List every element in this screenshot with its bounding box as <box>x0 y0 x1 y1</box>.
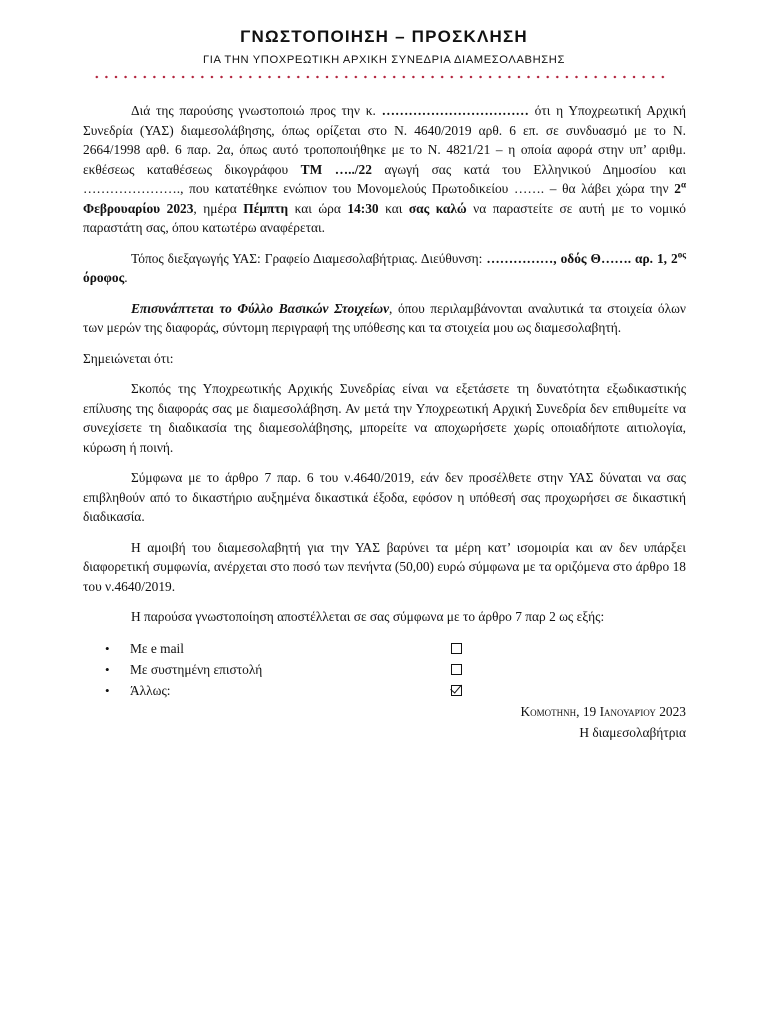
bullet-icon: • <box>105 640 110 656</box>
signatory-role: Η διαμεσολαβήτρια <box>579 724 686 740</box>
case-reference: ΤΜ …../22 <box>300 161 372 177</box>
paragraph-purpose: Σκοπός της Υποχρεωτικής Αρχικής Συνεδρίας είναι να εξετάσετε τη δυνατότητα εξωδικαστικής επίλυσης της διαφοράς σας με διαμεσολάβηση. Αν μετά την Υποχρεωτική Αρχική Συνεδρία δεν επιθυμείτε να συνεχίσετε τη διαδικασία της διαμεσολάβησης, μπορείτε να αποχωρήσετε χωρίς οποιαδήποτε αιτιολογία, κύρωση ή ποινή. <box>83 381 686 455</box>
delivery-method-list <box>83 638 686 701</box>
checkbox-email[interactable] <box>451 643 462 654</box>
bullet-icon: • <box>105 661 110 677</box>
checkbox-other[interactable] <box>451 685 462 696</box>
list-item <box>83 638 686 659</box>
list-item <box>83 680 686 701</box>
delivery-method-label: Με e mail <box>130 640 184 656</box>
bullet-icon: • <box>105 682 110 698</box>
paragraph-venue: Τόπος διεξαγωγής ΥΑΣ: Γραφείο Διαμεσολαβήτριας. Διεύθυνση: ……………, οδός Θ……. αρ. 1, $2^{o\varsigma}$ όροφος. <box>83 249 686 285</box>
paragraph-costs: Σύμφωνα με το άρθρο 7 παρ. 6 του ν.4640/2019, εάν δεν προσέλθετε στην ΥΑΣ δύναται να σας επιβληθούν από το δικαστήριο αυξημένα δικαστικά έξοδα, εφόσον η υπόθεσή σας προχωρήσει σε δικαστική διαδικασία. <box>83 470 686 524</box>
document-title: ΓΝΩΣΤΟΠΟΙΗΣΗ – ΠΡΟΣΚΛΗΣΗ <box>240 27 528 46</box>
paragraph-attachment: Επισυνάπτεται το Φύλλο Βασικών Στοιχείων, όπου περιλαμβάνονται αναλυτικά τα στοιχεία όλων των μερών της διαφοράς, σύντομη περιγραφή της υπόθεσης και τα στοιχεία μου ως διαμεσολαβητή. <box>83 300 686 335</box>
paragraph-delivery: Η παρούσα γνωστοποίηση αποστέλλεται σε σας σύμφωνα με το άρθρο 7 παρ 2 ως εξής: <box>131 609 605 624</box>
session-day: Πέμπτη <box>243 200 289 216</box>
document-body <box>83 101 686 743</box>
place-date: Κομοτηνη, 19 Ιανουαρίου 2023 <box>520 703 686 719</box>
paragraph-fee: Η αμοιβή του διαμεσολαβητή για την ΥΑΣ βαρύνει τα μέρη κατ’ ισομοιρία και αν δεν υπάρξει διαφορετική συμφωνία, ανέρχεται στο ποσό των πενήντα (50,00) ευρώ σύμφωνα με τα οριζόμενα στο άρθρο 18 του ν.4640/2019. <box>83 539 686 594</box>
session-time: 14:30 <box>347 200 379 216</box>
paragraph-notice: Διά της παρούσης γνωστοποιώ προς την κ. …………………………… ότι η Υποχρεωτική Αρχική Συνεδρία (ΥΑΣ) διαμεσολάβησης, όπως ορίζεται στο Ν. 4640/2019 αρθ. 6 επ. σε συνδυασμό με το Ν. 2664/1998 αρθ. 6 παρ. 2α, όπως αυτό τροποποιήθηκε με το Ν. 4821/21 – η οποία αφορά στην υπ’ αριθμ. εκθέσεως καταθέσεως δικογράφου ΤΜ …../22 αγωγή σας κατά του Ελληνικού Δημοσίου και …………………., που κατατέθηκε ενώπιον του Μονομελούς Πρωτοδικείου ……. – θα λάβει χώρα την $2^\alpha$ Φεβρουαρίου 2023, ημέρα Πέμπτη και ώρα 14:30 και σας καλώ να παραστείτε σε αυτή με το νομικό παραστάτη σας, όπου κατωτέρω αναφέρεται. <box>83 103 687 235</box>
delivery-method-label: Άλλως: <box>130 682 171 698</box>
signature-block <box>83 701 686 743</box>
delivery-method-label: Με συστημένη επιστολή <box>130 661 263 677</box>
decorative-dotted-divider <box>92 75 670 79</box>
venue-address: ……………, οδός Θ……. αρ. 1, $2^{o\varsigma}$ όροφος <box>83 249 686 285</box>
checkbox-registered-letter[interactable] <box>451 664 462 675</box>
document-subtitle: ΓΙΑ ΤΗΝ ΥΠΟΧΡΕΩΤΙΚΗ ΑΡΧΙΚΗ ΣΥΝΕΔΡΙΑ ΔΙΑΜΕΣΟΛΑΒΗΣΗΣ <box>203 54 565 66</box>
session-date: $2^\alpha$ Φεβρουαρίου 2023 <box>83 179 686 216</box>
list-item <box>83 659 686 680</box>
note-label: Σημειώνεται ότι: <box>83 350 174 366</box>
